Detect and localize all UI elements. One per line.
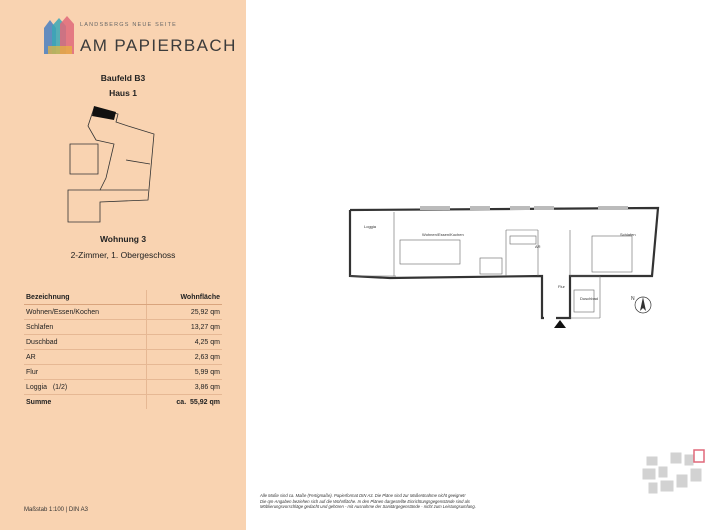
table-header (24, 290, 222, 305)
house-label: Haus 1 (109, 88, 137, 98)
area-table (24, 290, 222, 409)
compass-label: N (631, 296, 635, 302)
table-row: Loggia (1/2) 3,86 qm (24, 380, 222, 395)
highlight-house-icon (92, 106, 116, 120)
site-plan (58, 100, 178, 225)
legal-line: Die qm-Angaben beziehen sich auf die Wohnfläche. In den Plänen dargestellte Einrichtungsgegenstände sind als (260, 498, 470, 504)
apartment-subtitle: 2-Zimmer, 1. Obergeschoss (70, 250, 176, 260)
brand-tagline: LANDSBERGS NEUE SEITE (80, 22, 178, 28)
table-row: Duschbad 4,25 qm (24, 335, 222, 350)
floor-plan (330, 200, 660, 330)
room-living: Wohnen/Essen/Kochen (422, 232, 464, 237)
table-sum-row: Summe ca. 55,92 qm (24, 395, 222, 410)
field-label: Baufeld B3 (100, 73, 146, 83)
district-map-icon (640, 438, 710, 500)
apartment-title: Wohnung 3 (99, 234, 147, 244)
room-bath: Duschbad (580, 296, 599, 301)
col-name: Bezeichnung (24, 290, 146, 305)
table-row: Schlafen 13,27 qm (24, 320, 222, 335)
brand-logo-icon (42, 16, 78, 56)
legal-line: Alle Maße sind ca. Maße (Fertigmaße). Papierformat DIN A3. Die Pläne sind zur Maßentnahme nicht geeignet! (260, 493, 466, 498)
table-row: AR 2,63 qm (24, 350, 222, 365)
entrance-arrow-icon (554, 320, 566, 328)
brand-name: AM PAPIERBACH (80, 36, 237, 55)
scale-label: Maßstab 1:100 | DIN A3 (24, 507, 88, 513)
table-row: Flur 5,99 qm (24, 365, 222, 380)
room-loggia: Loggia (364, 224, 377, 229)
room-hall: Flur (558, 284, 565, 289)
info-panel (0, 0, 246, 530)
legal-notice (260, 493, 510, 510)
col-value: Wohnfläche (146, 290, 222, 305)
room-ar: AR (535, 244, 541, 249)
room-sleep: Schlafen (620, 232, 636, 237)
legal-line: Möblierungsvorschläge gedacht und gehören - mit Ausnahme der Sanitärgegenstände - nicht zum Leistungsumfang. (260, 504, 476, 510)
compass-icon (630, 292, 656, 318)
table-row: Wohnen/Essen/Kochen 25,92 qm (24, 305, 222, 320)
